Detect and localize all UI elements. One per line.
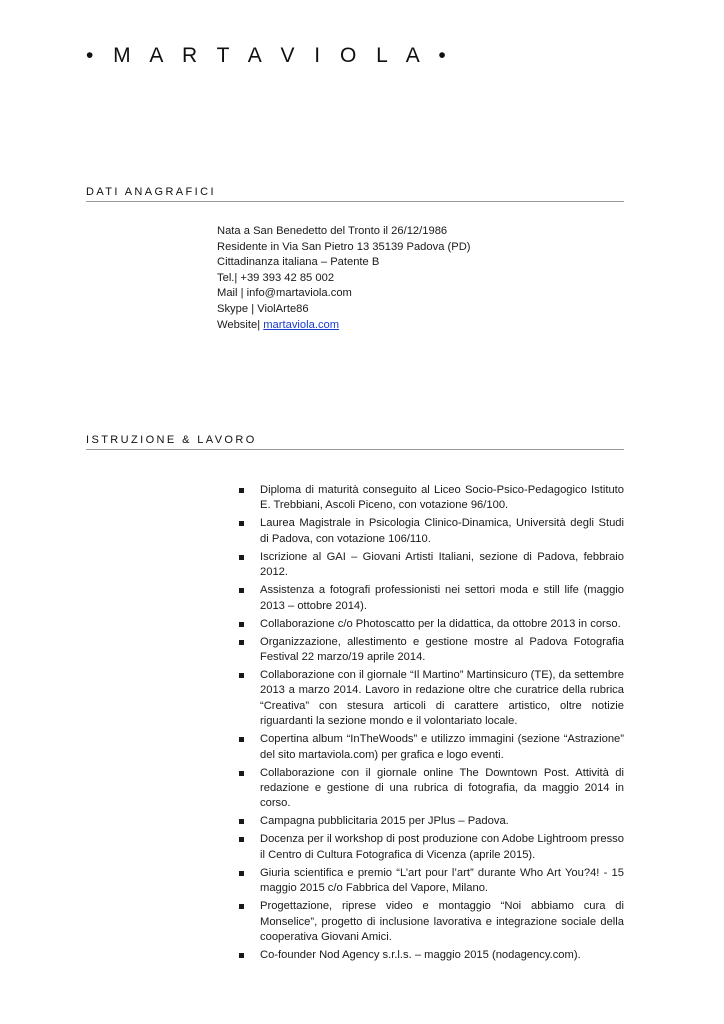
personal-data-block: [217, 224, 471, 333]
website-link[interactable]: martaviola.com: [263, 318, 340, 331]
list-item: [236, 617, 624, 632]
citizenship-info: Cittadinanza italiana – Patente B: [217, 256, 380, 269]
education-work-divider: [86, 449, 624, 450]
website-label: Website|: [217, 318, 264, 331]
education-work-heading: ISTRUZIONE & LAVORO: [86, 434, 257, 446]
personal-data-divider: [86, 201, 624, 202]
list-item-text: Collaborazione con il giornale “Il Martino” Martinsicuro (TE), da settembre 2013 a marzo 2014. Lavoro in redazione oltre che curatrice della rubrica “Creativa” con stesura articoli di carattere artistico, oltre notizie riguardanti la sezione mondo e il volontariato locale.: [260, 669, 624, 728]
list-item: [236, 832, 624, 863]
square-bullet-icon: [239, 819, 244, 824]
square-bullet-icon: [239, 837, 244, 842]
list-item: [236, 583, 624, 614]
list-item-text: Collaborazione c/o Photoscatto per la didattica, da ottobre 2013 in corso.: [260, 617, 621, 630]
square-bullet-icon: [239, 622, 244, 627]
list-item: [236, 732, 624, 763]
list-item-text: Iscrizione al GAI – Giovani Artisti Italiani, sezione di Padova, febbraio 2012.: [260, 550, 624, 579]
square-bullet-icon: [239, 488, 244, 493]
list-item: [236, 668, 624, 730]
square-bullet-icon: [239, 953, 244, 958]
birth-info: Nata a San Benedetto del Tronto il 26/12/1986: [217, 225, 448, 237]
education-work-list: [236, 483, 624, 966]
list-item: [236, 866, 624, 897]
list-item: [236, 550, 624, 581]
square-bullet-icon: [239, 771, 244, 776]
email-info: Mail | info@martaviola.com: [217, 287, 352, 300]
skype-info: Skype | ViolArte86: [217, 302, 309, 315]
square-bullet-icon: [239, 640, 244, 645]
website-info: [217, 318, 471, 334]
square-bullet-icon: [239, 904, 244, 909]
list-item-text: Diploma di maturità conseguito al Liceo Socio-Psico-Pedagogico Istituto E. Trebbiani, Ascoli Piceno, con votazione 96/100.: [260, 484, 624, 512]
square-bullet-icon: [239, 555, 244, 560]
list-item-text: Co-founder Nod Agency s.r.l.s. – maggio 2015 (nodagency.com).: [260, 949, 581, 962]
list-item: [236, 635, 624, 666]
list-item: [236, 766, 624, 812]
personal-data-heading: DATI ANAGRAFICI: [86, 186, 216, 198]
list-item-text: Docenza per il workshop di post produzione con Adobe Lightroom presso il Centro di Cultura Fotografica di Vicenza (aprile 2015).: [260, 833, 624, 861]
list-item-text: Progettazione, riprese video e montaggio “Noi abbiamo cura di Monselice”, progetto di inclusione lavorativa e integrazione sociale della cooperativa Giovani Amici.: [260, 900, 624, 944]
list-item-text: Assistenza a fotografi professionisti nei settori moda e still life (maggio 2013 – ottobre 2014).: [260, 584, 624, 612]
square-bullet-icon: [239, 588, 244, 593]
list-item-text: Copertina album “InTheWoods” e utilizzo immagini (sezione “Astrazione” del sito martaviola.com) per grafica e logo eventi.: [260, 733, 624, 761]
list-item: [236, 899, 624, 945]
list-item: [236, 516, 624, 547]
square-bullet-icon: [239, 871, 244, 876]
square-bullet-icon: [239, 673, 244, 678]
square-bullet-icon: [239, 737, 244, 742]
list-item: [236, 483, 624, 514]
phone-info: Tel.| +39 393 42 85 002: [217, 271, 335, 284]
page-title: • M A R T A V I O L A •: [86, 44, 453, 67]
list-item-text: Giuria scientifica e premio “L’art pour l’art” durante Who Art You?4! - 15 maggio 2015 c/o Fabbrica del Vapore, Milano.: [260, 866, 624, 895]
residence-info: Residente in Via San Pietro 13 35139 Padova (PD): [217, 240, 471, 253]
list-item: [236, 948, 624, 963]
list-item-text: Collaborazione con il giornale online The Downtown Post. Attività di redazione e gestione di una rubrica di fotografia, da maggio 2014 in corso.: [260, 766, 624, 810]
square-bullet-icon: [239, 521, 244, 526]
list-item-text: Organizzazione, allestimento e gestione mostre al Padova Fotografia Festival 22 marzo/19 aprile 2014.: [260, 635, 624, 664]
list-item: [236, 814, 624, 829]
list-item-text: Laurea Magistrale in Psicologia Clinico-Dinamica, Università degli Studi di Padova, con votazione 106/110.: [260, 517, 624, 545]
list-item-text: Campagna pubblicitaria 2015 per JPlus – Padova.: [260, 815, 509, 828]
